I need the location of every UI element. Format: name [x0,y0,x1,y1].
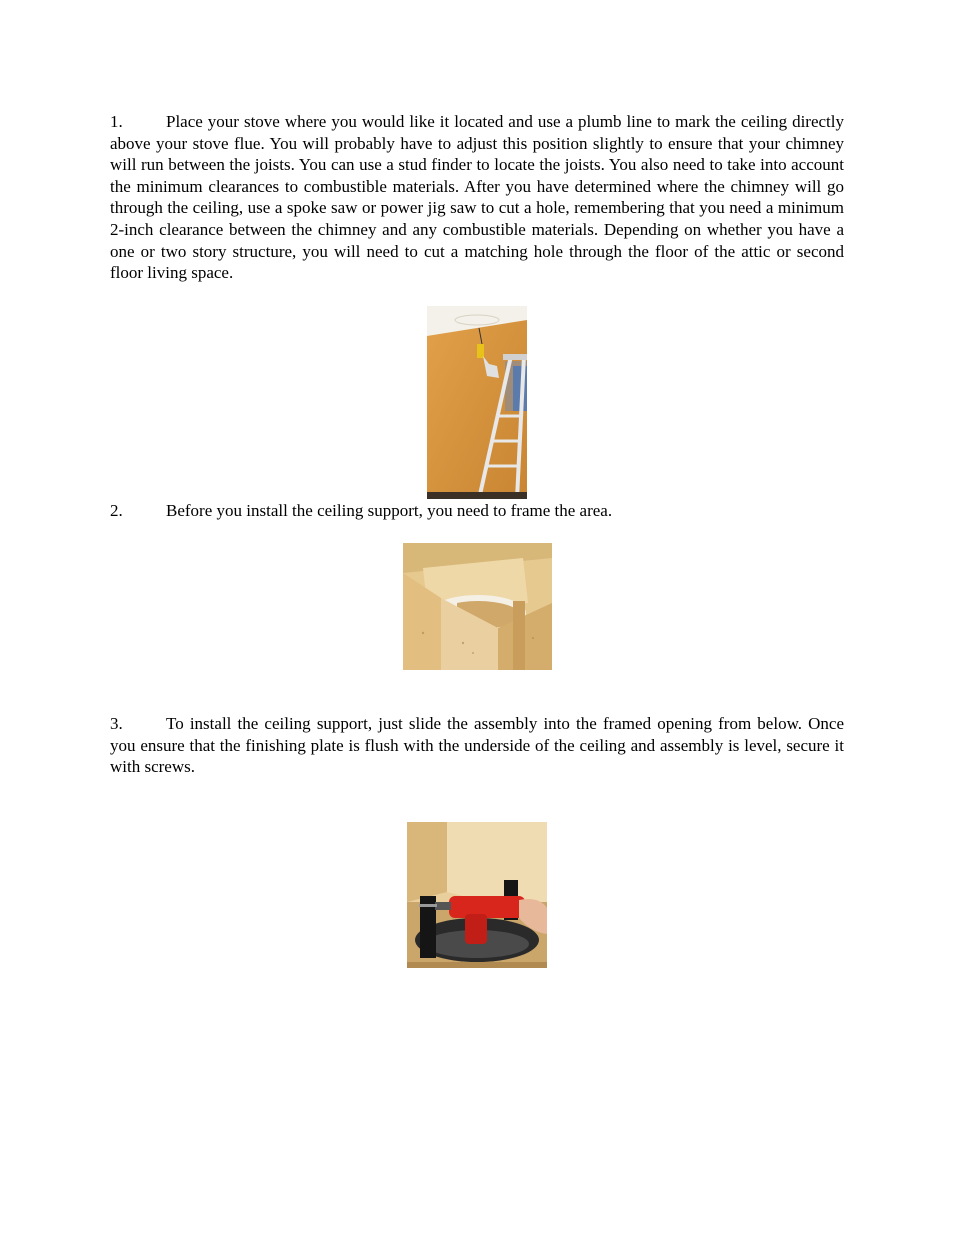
drill-securing-support-photo [407,822,547,968]
step-2-number: 2. [110,501,123,520]
step-1-number: 1. [110,112,123,131]
step-2-text: Before you install the ceiling support, you need to frame the area. [166,501,613,520]
step-2-paragraph [110,500,844,522]
step-3-paragraph [110,713,844,778]
ladder-marking-ceiling-photo [427,306,527,499]
step-3-text: To install the ceiling support, just slide the assembly into the framed opening from below. Once you ensure that the finishing plate is flush with the underside of the ceiling and assembly is level, secure it with screws. [110,714,844,777]
framed-opening-photo [403,543,552,670]
step-1-paragraph [110,111,844,284]
step-1-text: Place your stove where you would like it located and use a plumb line to mark the ceiling directly above your stove flue. You will probably have to adjust this position slightly to ensure that your chimney will run between the joists. You can use a stud finder to locate the joists. You also need to take into account the minimum clearances to combustible materials. After you have determined where the chimney will go through the ceiling, use a spoke saw or power jig saw to cut a hole, remembering that you need a minimum 2-inch clearance between the chimney and any combustible materials. Depending on whether you have a one or two story structure, you will need to cut a matching hole through the floor of the attic or second floor living space. [110,112,844,283]
step-3-number: 3. [110,714,123,733]
